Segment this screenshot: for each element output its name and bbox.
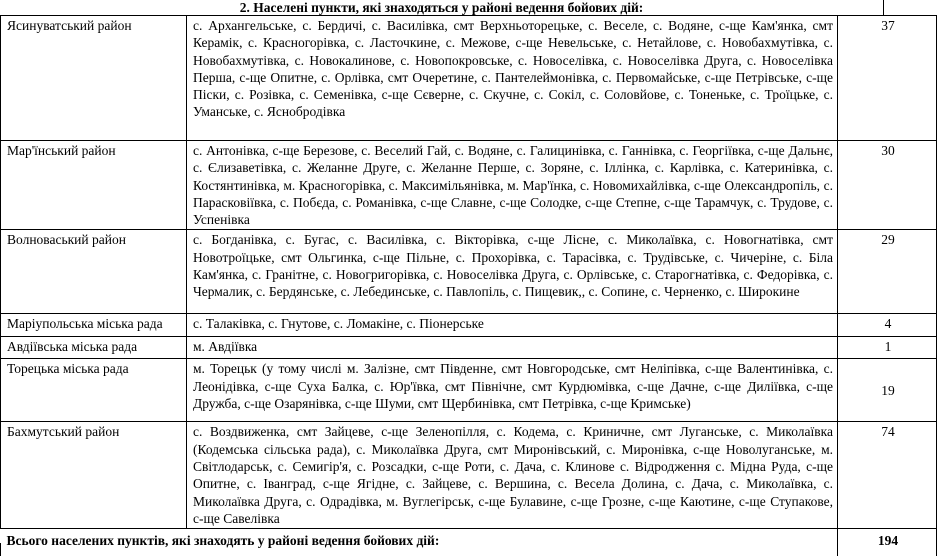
settlements-table bbox=[0, 15, 937, 556]
table-row bbox=[1, 422, 937, 529]
district-cell: Ясинуватський район bbox=[1, 16, 187, 141]
table-row bbox=[1, 16, 937, 141]
district-cell: Мар'їнський район bbox=[1, 141, 187, 230]
header-stub-cell bbox=[883, 0, 936, 15]
settlements-cell: с. Воздвиженка, смт Зайцеве, с-ще Зеленопілля, с. Кодема, с. Криничне, смт Луганське, с. Миколаївка (Кодемська сільська рада), с. Миколаївка Друга, смт Миронівський, с. Миронівка, с-ще Новолуганське, м. Світлодарськ, с. Семигір'я, с. Розсадки, с-ще Роти, с. Дача, с. Клинове с. Відродження с. Мідна Руда, с-ще Опитне, с. Іванград, с-ще Ягідне, с. Зайцеве, с. Вершина, с. Весела Долина, с. Дача, с. Миколаївка, с. Миколаївка Друга, с. Одрадівка, м. Вуглегірськ, с-ще Булавине, с-ще Грозне, с-ще Каютине, с-ще Ступакове, с-ще Савелівка bbox=[187, 422, 838, 529]
page-title: 2. Населені пункти, які знаходяться у районі ведення бойових дій: bbox=[239, 0, 644, 15]
district-cell: Авдіївська міська рада bbox=[1, 337, 187, 359]
settlements-cell: с. Талаківка, с. Гнутове, с. Ломакіне, с. Піонерське bbox=[187, 314, 838, 337]
district-cell: Бахмутський район bbox=[1, 422, 187, 529]
settlements-cell: с. Архангельське, с. Бердичі, с. Василівка, смт Верхньоторецьке, с. Веселе, с. Водяне, с-ще Кам'янка, смт Керамік, с. Красногорівка, с. Ласточкине, с. Межове, с-ще Невельське, с. Нетайлове, с. Новобахмутівка, с. Новобахмутівка, с. Новокалинове, с. Новопокровське, с. Новоселівка, с. Новоселівка Друга, с. Новоселівка Перша, с-ще Опитне, с. Орлівка, смт Очеретине, с. Пантелеймонівка, с. Первомайське, с-ще Петрівське, с-ще Піски, с. Розівка, с. Семенівка, с-ще Сєверне, с. Скучне, с. Сокіл, с. Соловйове, с. Тоненьке, с. Троїцьке, с. Уманське, с. Яснобродівка bbox=[187, 16, 838, 141]
table-row bbox=[1, 337, 937, 359]
total-row bbox=[1, 529, 937, 556]
district-cell: Торецька міська рада bbox=[1, 359, 187, 422]
table-row bbox=[1, 230, 937, 314]
total-label-cell: Всього населених пунктів, які знаходять у районі ведення бойових дій: bbox=[1, 529, 838, 556]
settlements-cell: м. Торецьк (у тому числі м. Залізне, смт Південне, смт Новгородське, смт Неліпівка, с-ще Валентинівка, с. Леонідівка, с-ще Суха Балка, с. Юр'ївка, смт Північне, смт Курдюмівка, с-ще Дачне, с-ще Диліївка, с-ще Дружба, с-ще Озарянівка, с-ще Шуми, смт Щербинівка, смт Петрівка, с-ще Кримське) bbox=[187, 359, 838, 422]
count-cell: 29 bbox=[838, 230, 937, 314]
table-row bbox=[1, 314, 937, 337]
count-cell: 74 bbox=[838, 422, 937, 529]
cutoff-row-border-fragment bbox=[0, 543, 1, 556]
count-cell: 4 bbox=[838, 314, 937, 337]
count-cell: 19 bbox=[838, 359, 937, 422]
settlements-cell: м. Авдіївка bbox=[187, 337, 838, 359]
count-cell: 1 bbox=[838, 337, 937, 359]
count-cell: 30 bbox=[838, 141, 937, 230]
table-header-row bbox=[0, 0, 936, 15]
total-count-cell: 194 bbox=[838, 529, 937, 556]
table-row bbox=[1, 359, 937, 422]
table-row bbox=[1, 141, 937, 230]
district-cell: Волноваський район bbox=[1, 230, 187, 314]
district-cell: Маріупольська міська рада bbox=[1, 314, 187, 337]
settlements-cell: с. Антонівка, с-ще Березове, с. Веселий Гай, с. Водяне, с. Галицинівка, с. Ганнівка, с. Георгіївка, с-ще Дальнє, с. Єлизаветівка, с. Желанне Друге, с. Желанне Перше, с. Зоряне, с. Іллінка, с. Карлівка, с. Катеринівка, с. Костянтинівка, м. Красногорівка, с. Максимільянівка, м. Мар'їнка, с. Новомихайлівка, с-ще Олександропіль, с. Парасковіївка, с. Побєда, с. Романівка, с-ще Славне, с-ще Солодке, с-ще Степне, с-ще Тарамчук, с. Трудове, с. Успенівка bbox=[187, 141, 838, 230]
count-cell: 37 bbox=[838, 16, 937, 141]
settlements-cell: с. Богданівка, с. Бугас, с. Василівка, с. Вікторівка, с-ще Лісне, с. Миколаївка, с. Новогнатівка, смт Новотроїцьке, смт Ольгинка, с-ще Пільне, с. Прохорівка, с. Тарасівка, с. Трудівське, с. Чичеріне, с. Біла Кам'янка, с. Гранітне, с. Новогригорівка, с. Новоселівка Друга, с. Орлівське, с. Старогнатівка, с. Федорівка, с. Чермалик, с. Бердянське, с. Лебединське, с. Павлопіль, с. Пищевик,, с. Сопине, с. Черненко, с. Широкине bbox=[187, 230, 838, 314]
